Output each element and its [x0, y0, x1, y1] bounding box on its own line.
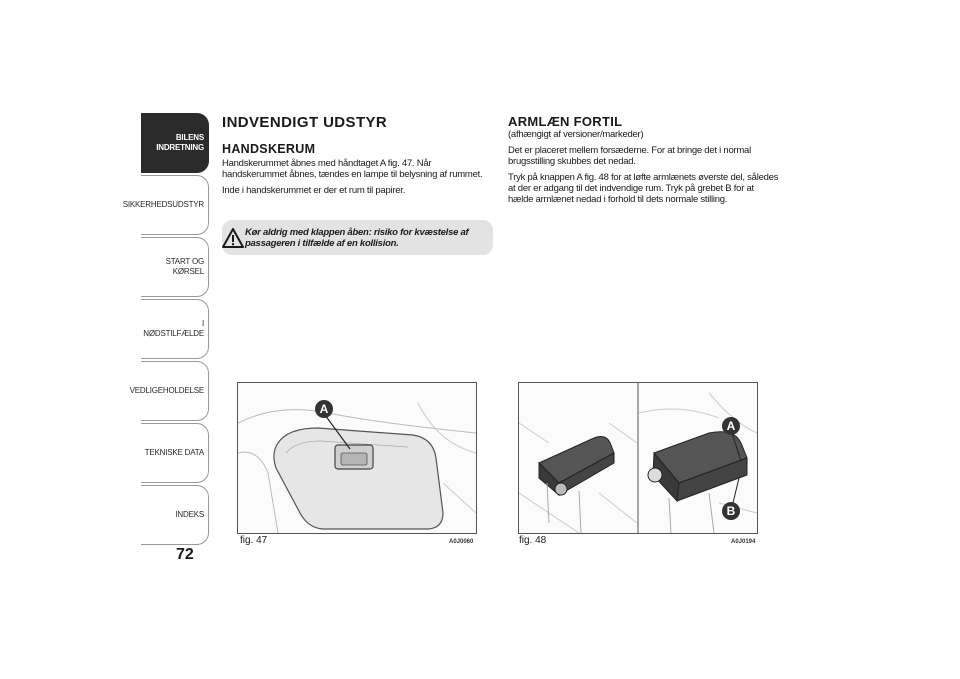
figure-code: A0J0194: [731, 539, 756, 545]
warning-triangle-icon: [222, 228, 245, 248]
right-column: [508, 114, 780, 210]
tab-tekniske-data[interactable]: [141, 423, 209, 483]
tab-vedligeholdelse[interactable]: [129, 361, 209, 421]
paragraph: Tryk på knappen A fig. 48 for at løfte armlænets øverste del, således at der er adgang til det indvendige rum. Tryk på grebet B for at hælde armlænet nedad i forhold til dets normale stilling.: [508, 172, 779, 205]
tab-label: BILENS INDRETNING: [156, 133, 204, 152]
tab-label: SIKKERHEDSUDSTYR: [122, 200, 204, 209]
section-subtitle: HANDSKERUM: [222, 142, 316, 156]
paragraph: Det er placeret mellem forsæderne. For at bringe det i normal brugsstilling skubbes det nedad.: [508, 145, 751, 167]
warning-text: Kør aldrig med klappen åben: risiko for kvæstelse af passageren i tilfælde af en kollision.: [244, 226, 469, 249]
section-title: INDVENDIGT UDSTYR: [222, 114, 388, 131]
callout-a: A: [722, 417, 740, 435]
paragraph: (afhængigt af versioner/markeder): [508, 129, 644, 140]
callout-b: B: [722, 502, 740, 520]
tab-label: START OG KØRSEL: [165, 257, 204, 276]
tab-bilens-indretning[interactable]: [141, 113, 209, 173]
tab-start-og-korsel[interactable]: [141, 237, 209, 297]
figure-code: A0J0060: [449, 539, 474, 545]
callout-a: A: [315, 400, 333, 418]
warning-box: [222, 220, 493, 255]
figure-caption: fig. 47: [240, 535, 268, 546]
tab-label: TEKNISKE DATA: [144, 448, 204, 457]
figure-caption: fig. 48: [519, 535, 547, 546]
tab-label: I NØDSTILFÆLDE: [143, 319, 204, 338]
tab-i-nodstilfaelde[interactable]: [141, 299, 209, 359]
section-title: ARMLÆN FORTIL: [508, 114, 623, 129]
figure-glovebox: [237, 382, 477, 534]
left-column: [222, 114, 494, 201]
tab-label: VEDLIGEHOLDELSE: [129, 386, 204, 395]
glovebox-illustration: [238, 383, 476, 533]
tab-label: INDEKS: [175, 510, 204, 519]
figure-armrest: [518, 382, 758, 534]
page-number: 72: [176, 546, 194, 563]
paragraph: Inde i handskerummet er der et rum til papirer.: [222, 185, 406, 196]
paragraph: Handskerummet åbnes med håndtaget A fig. 47. Når handskerummet åbnes, tændes en lampe til belysning af rummet.: [222, 158, 483, 180]
tab-sikkerhedsudstyr[interactable]: [122, 175, 209, 235]
tab-indeks[interactable]: [141, 485, 209, 545]
